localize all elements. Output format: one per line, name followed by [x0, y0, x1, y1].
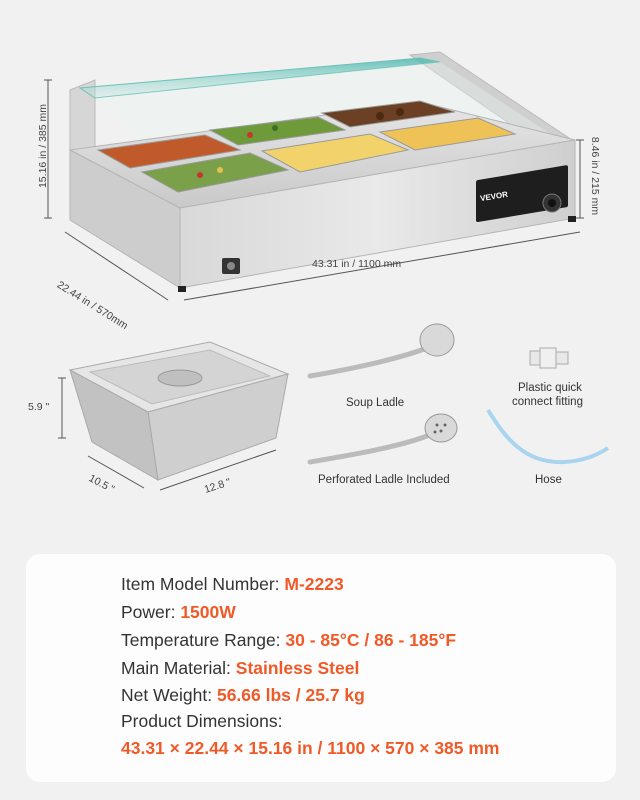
- material-value: Stainless Steel: [235, 658, 360, 678]
- body-height-label: 8.46 in / 215 mm: [589, 136, 601, 216]
- weight-row: [121, 685, 365, 706]
- total-height-label: 15.16 in / 385 mm: [37, 103, 49, 189]
- hose-icon: [484, 406, 614, 468]
- hose-caption: Hose: [535, 474, 562, 486]
- temperature-value: 30 - 85°C / 86 - 185°F: [285, 630, 457, 650]
- power-value: 1500W: [180, 602, 236, 622]
- perforated-ladle-icon: [305, 410, 465, 470]
- food-pan-illustration: [40, 320, 300, 500]
- model-row: [121, 574, 344, 595]
- soup-ladle-caption: Soup Ladle: [346, 397, 405, 409]
- model-value: M-2223: [284, 574, 344, 594]
- model-label: Item Model Number:: [121, 574, 285, 594]
- material-row: [121, 658, 359, 679]
- brand-logo: VEVOR: [479, 189, 509, 204]
- soup-ladle-icon: [305, 318, 465, 388]
- dimensions-label: Product Dimensions:: [121, 711, 283, 731]
- width-label: 43.31 in / 1100 mm: [312, 258, 402, 270]
- steam-table-illustration: [0, 0, 640, 320]
- temperature-label: Temperature Range:: [121, 630, 286, 650]
- pan-height-label: 5.9 ": [28, 401, 50, 413]
- dimensions-value: 43.31 × 22.44 × 15.16 in / 1100 × 570 × 385 mm: [121, 738, 500, 758]
- quick-connect-fitting-icon: [528, 345, 572, 371]
- weight-label: Net Weight:: [121, 685, 217, 705]
- temperature-row: [121, 630, 456, 651]
- power-label: Power:: [121, 602, 181, 622]
- fitting-caption-line1: Plastic quick: [518, 382, 582, 394]
- material-label: Main Material:: [121, 658, 236, 678]
- perforated-ladle-caption: Perforated Ladle Included: [318, 474, 450, 486]
- pan-width-label: 10.5 ": [86, 472, 117, 496]
- specifications-card: [26, 554, 616, 782]
- depth-label: 22.44 in / 570mm: [54, 278, 130, 333]
- fitting-caption-line2: connect fitting: [512, 396, 583, 408]
- weight-value: 56.66 lbs / 25.7 kg: [216, 685, 365, 705]
- power-row: [121, 602, 236, 623]
- pan-length-label: 12.8 ": [202, 476, 233, 496]
